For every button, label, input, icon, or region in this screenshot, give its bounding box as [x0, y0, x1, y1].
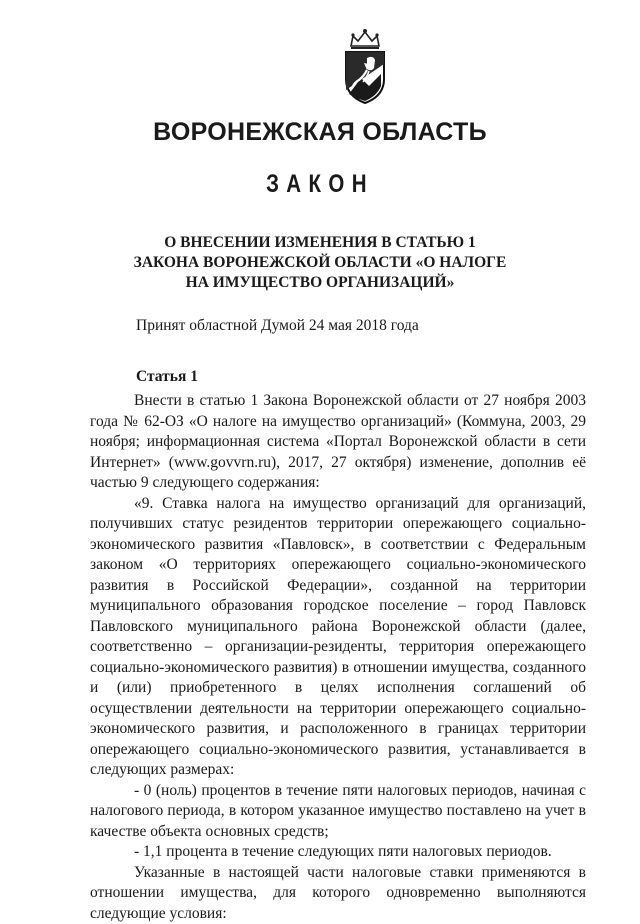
- law-title-line: ЗАКОНА ВОРОНЕЖСКОЙ ОБЛАСТИ «О НАЛОГЕ: [0, 253, 640, 273]
- paragraph: Внести в статью 1 Закона Воронежской области от 27 ноября 2003 года № 62-ОЗ «О налоге на имущество организаций» (Коммуна, 2003, 29 ноября; информационная система «Портал Воронежской области в сети Интернет» (www.govvrn.ru), 2017, 27 октября) изменение, дополнив её частью 9 следующего содержания:: [90, 391, 586, 494]
- region-title: ВОРОНЕЖСКАЯ ОБЛАСТЬ: [0, 118, 640, 147]
- article-body: [90, 391, 586, 924]
- law-title-line: О ВНЕСЕНИИ ИЗМЕНЕНИЯ В СТАТЬЮ 1: [0, 233, 640, 253]
- law-title-line: НА ИМУЩЕСТВО ОРГАНИЗАЦИЙ»: [0, 273, 640, 293]
- adoption-date: Принят областной Думой 24 мая 2018 года: [136, 317, 419, 335]
- article-heading: Статья 1: [136, 368, 198, 386]
- paragraph: «9. Ставка налога на имущество организаций для организаций, получивших статус резидентов территории опережающего социально-экономического развития «Павловск», в соответствии с Федеральным законом «О территориях опережающего социально-экономического развития в Российской Федерации», созданной на территории муниципального образования городское поселение – город Павловск Павловского муниципального района Воронежской области (далее, соответственно – организации-резиденты, территория опережающего социально-экономического развития) в отношении имущества, созданного и (или) приобретенного в целях исполнения соглашений об осуществлении деятельности на территории опережающего социально-экономического развития, и расположенного в границах территории опережающего социально-экономического развития, устанавливается в следующих размерах:: [90, 494, 586, 781]
- coat-of-arms-icon: [331, 24, 399, 106]
- paragraph: Указанные в настоящей части налоговые ставки применяются в отношении имущества, для которого одновременно выполняются следующие условия:: [90, 863, 586, 924]
- law-title: [0, 233, 640, 293]
- paragraph: - 0 (ноль) процентов в течение пяти налоговых периодов, начиная с налогового периода, в котором указанное имущество поставлено на учет в качестве объекта основных средств;: [90, 781, 586, 843]
- paragraph: - 1,1 процента в течение следующих пяти налоговых периодов.: [90, 842, 586, 863]
- document-type: ЗАКОН: [58, 170, 583, 199]
